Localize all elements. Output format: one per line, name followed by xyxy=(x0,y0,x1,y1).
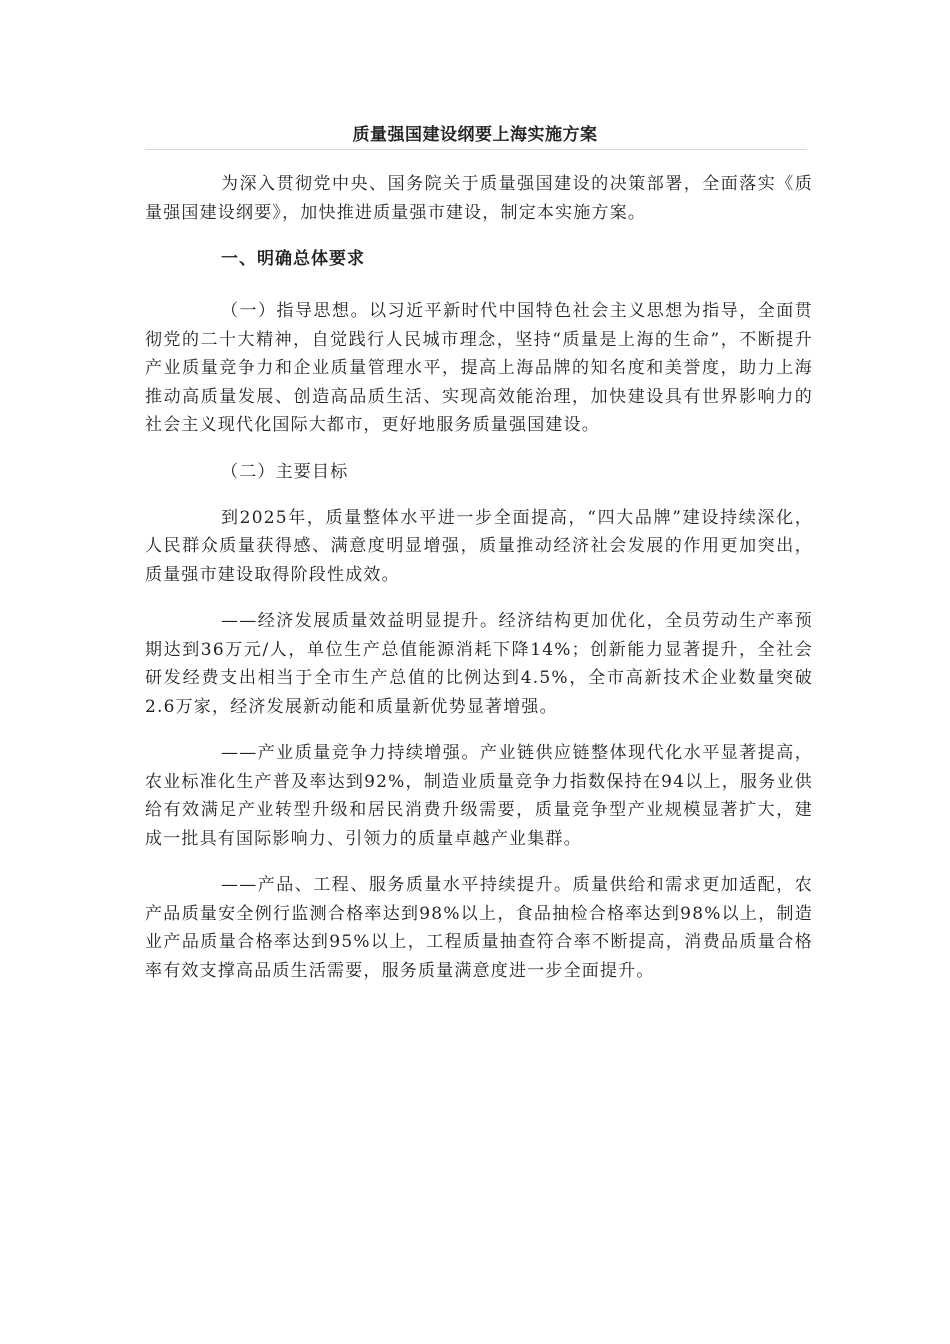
section-heading: 一、明确总体要求 xyxy=(221,249,365,269)
goal-2025-paragraph: 到2025年，质量整体水平进一步全面提高，“四大品牌”建设持续深化，人民群众质量获得感、满意度明显增强，质量推动经济社会发展的作用更加突出，质量强市建设取得阶段性成效。 xyxy=(145,507,813,585)
goal-products-paragraph: ——产品、工程、服务质量水平持续提升。质量供给和需求更加适配，农产品质量安全例行监测合格率达到98%以上，食品抽检合格率达到98%以上，制造业产品质量合格率达到95%以上，工程质量抽查符合率不断提高，消费品质量合格率有效支撑高品质生活需要，服务质量满意度进一步全面提升。 xyxy=(145,875,813,981)
main-goals-heading: （二）主要目标 xyxy=(221,461,349,482)
goal-economy-paragraph: ——经济发展质量效益明显提升。经济结构更加优化，全员劳动生产率预期达到36万元/人，单位生产总值能源消耗下降14%；创新能力显著提升，全社会研发经费支出相当于全市生产总值的比例达到4.5%，全市高新技术企业数量突破2.6万家，经济发展新动能和质量新优势显著增强。 xyxy=(145,611,813,717)
goal-industry-paragraph: ——产业质量竞争力持续增强。产业链供应链整体现代化水平显著提高，农业标准化生产普及率达到92%，制造业质量竞争力指数保持在94以上，服务业供给有效满足产业转型升级和居民消费升级需要，质量竞争型产业规模显著扩大，建成一批具有国际影响力、引领力的质量卓越产业集群。 xyxy=(145,743,813,849)
intro-paragraph: 为深入贯彻党中央、国务院关于质量强国建设的决策部署，全面落实《质量强国建设纲要》，加快推进质量强市建设，制定本实施方案。 xyxy=(145,174,813,223)
guiding-thought-paragraph: （一）指导思想。以习近平新时代中国特色社会主义思想为指导，全面贯彻党的二十大精神，自觉践行人民城市理念，坚持“质量是上海的生命”，不断提升产业质量竞争力和企业质量管理水平，提高上海品牌的知名度和美誉度，助力上海推动高质量发展、创造高品质生活、实现高效能治理，加快建设具有世界影响力的社会主义现代化国际大都市，更好地服务质量强国建设。 xyxy=(145,301,813,435)
document-body xyxy=(145,170,813,1003)
document-title: 质量强国建设纲要上海实施方案 xyxy=(352,125,598,145)
title-divider xyxy=(145,149,807,150)
